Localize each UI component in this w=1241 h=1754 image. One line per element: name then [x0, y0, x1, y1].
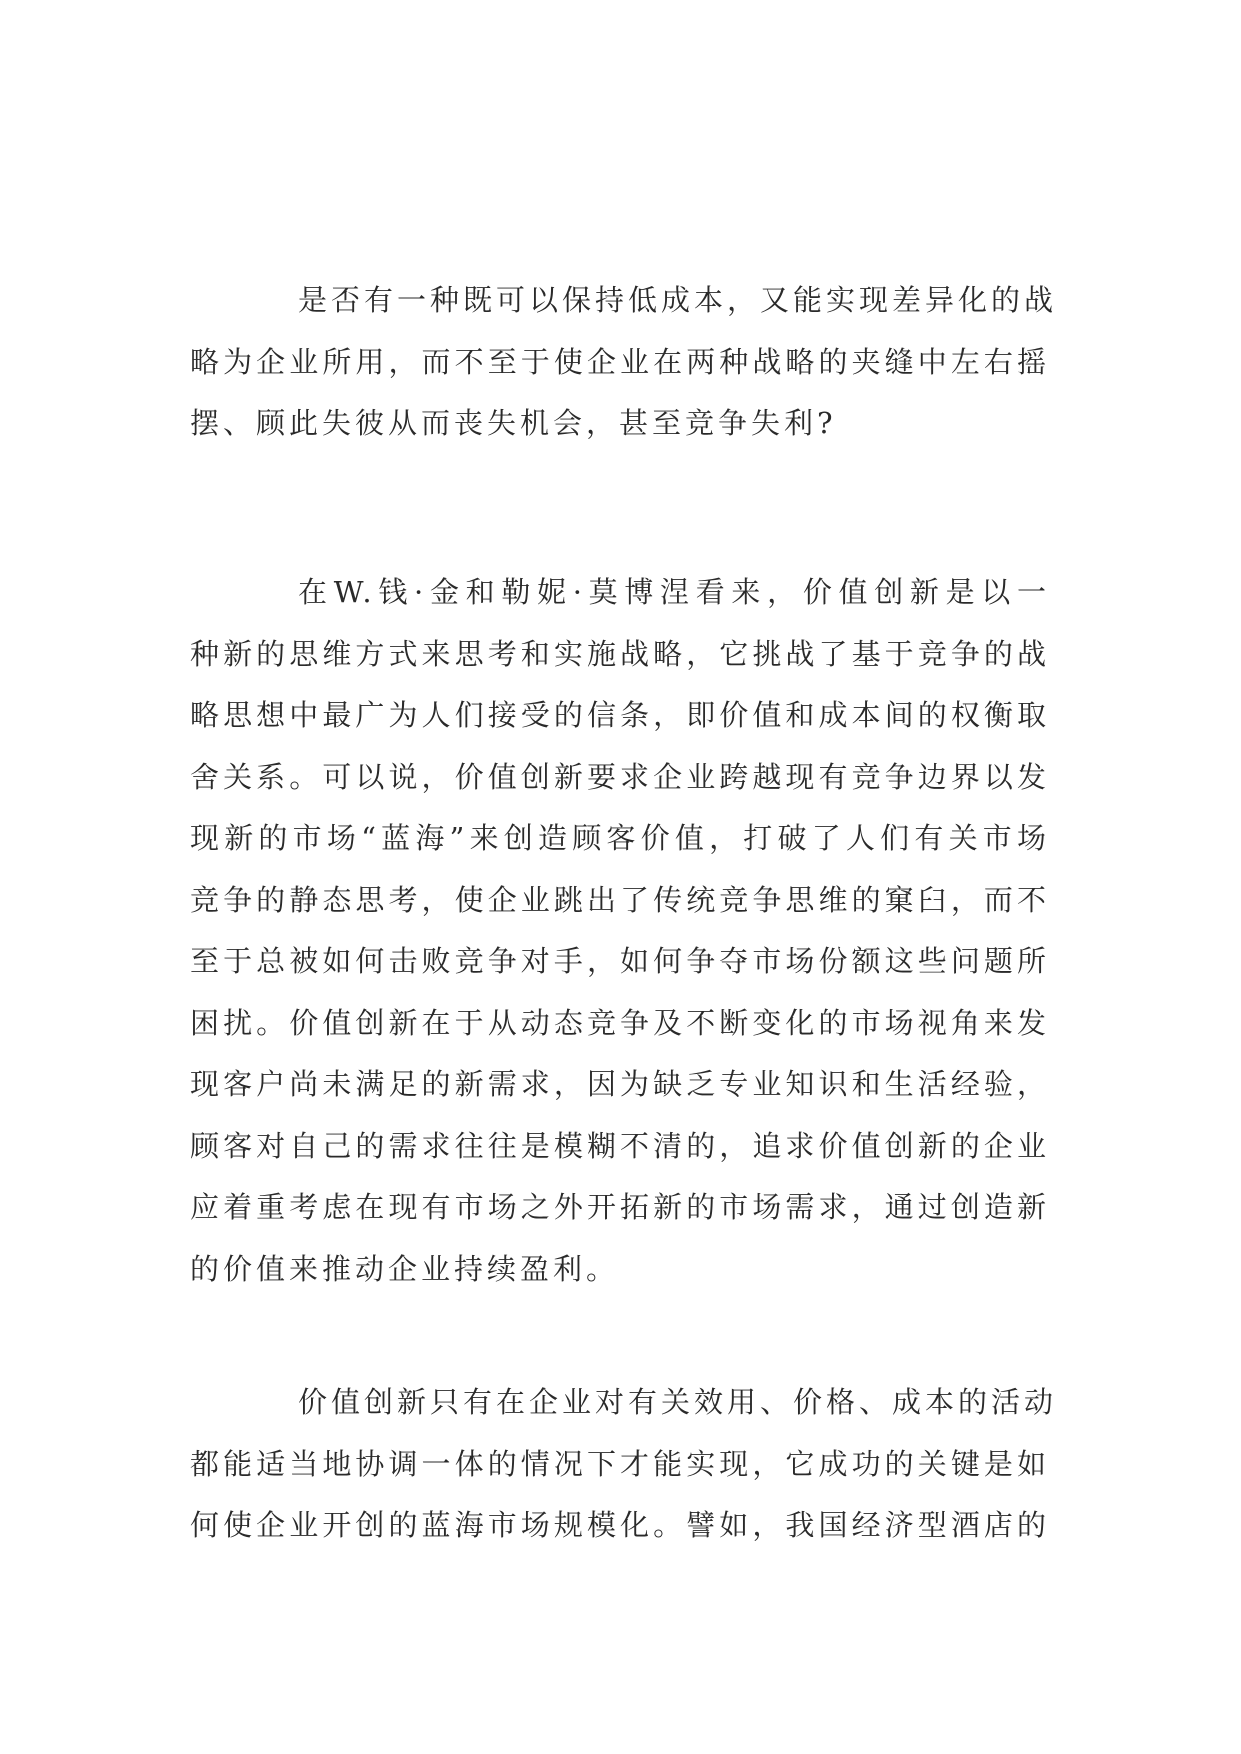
paragraph-line: 何使企业开创的蓝海市场规模化。譬如，我国经济型酒店的	[190, 1508, 1050, 1542]
paragraph-line: 略为企业所用，而不至于使企业在两种战略的夹缝中左右摇	[190, 344, 1050, 379]
paragraph-line: 至于总被如何击败竞争对手，如何争夺市场份额这些问题所	[190, 944, 1050, 978]
paragraph-1	[190, 270, 1058, 455]
paragraph-line: 摆、顾此失彼从而丧失机会，甚至竞争失利?	[190, 406, 837, 440]
paragraph-line: 都能适当地协调一体的情况下才能实现，它成功的关键是如	[190, 1446, 1050, 1481]
paragraph-line: 在W.钱·金和勒妮·莫博涅看来，价值创新是以一	[298, 575, 1050, 609]
paragraph-line: 现新的市场“蓝海”来创造顾客价值，打破了人们有关市场	[190, 821, 1050, 855]
paragraph-3	[190, 1372, 1058, 1557]
paragraph-line: 价值创新只有在企业对有关效用、价格、成本的活动	[298, 1385, 1058, 1419]
paragraph-line: 竞争的静态思考，使企业跳出了传统竞争思维的窠臼，而不	[190, 882, 1050, 917]
paragraph-line: 现客户尚未满足的新需求，因为缺乏专业知识和生活经验，	[190, 1067, 1050, 1101]
paragraph-line: 是否有一种既可以保持低成本，又能实现差异化的战	[298, 283, 1058, 317]
paragraph-line: 应着重考虑在现有市场之外开拓新的市场需求，通过创造新	[190, 1190, 1050, 1224]
paragraph-line: 顾客对自己的需求往往是模糊不清的，追求价值创新的企业	[190, 1128, 1050, 1163]
paragraph-line: 种新的思维方式来思考和实施战略，它挑战了基于竞争的战	[190, 636, 1050, 671]
paragraph-line: 舍关系。可以说，价值创新要求企业跨越现有竞争边界以发	[190, 759, 1050, 794]
paragraph-line: 略思想中最广为人们接受的信条，即价值和成本间的权衡取	[190, 698, 1050, 732]
paragraph-line: 的价值来推动企业持续盈利。	[190, 1251, 620, 1286]
paragraph-line: 困扰。价值创新在于从动态竞争及不断变化的市场视角来发	[190, 1005, 1050, 1040]
paragraph-2	[190, 562, 1050, 1300]
